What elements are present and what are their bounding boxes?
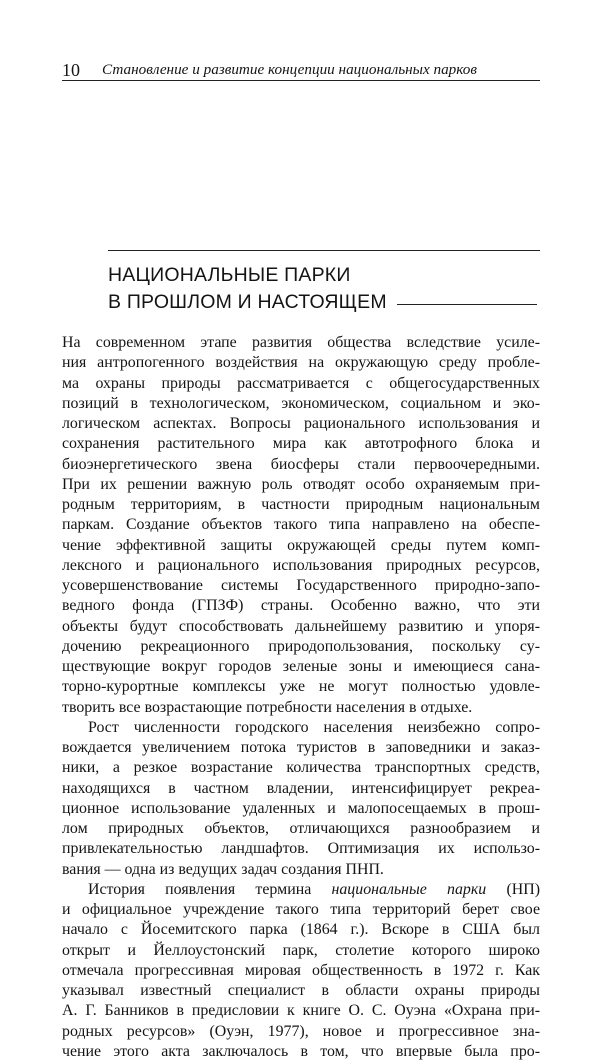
heading-line-1 — [108, 262, 548, 289]
paragraph-2-line-3: ники, а резкое возрастание количества транспортных средств, — [62, 759, 540, 777]
paragraph-1-line-7: биоэнергетического звена биосферы стали первоочередными. — [62, 455, 540, 473]
heading-tail-rule — [397, 304, 537, 305]
paragraph-3-line-8: родных ресурсов» (Оуэн, 1977), новое и прогрессивное зна- — [62, 1022, 540, 1040]
running-head — [62, 58, 540, 81]
paragraph-1-line-16: дочению рекреационного природопользования, поскольку су- — [62, 637, 540, 655]
paragraph-1-line-2: ния антропогенного воздействия на окружающую среду пробле- — [62, 354, 540, 372]
paragraph-3-line-4: открыт и Йеллоустонский парк, столетие которого широко — [62, 941, 540, 959]
paragraph-3-line-3: начало с Йосемитского парка (1864 г.). Вскоре в США был — [62, 921, 540, 939]
body-text — [62, 333, 540, 1062]
paragraph-1-line-4: позиций в технологическом, экономическом, социальном и эко- — [62, 394, 540, 412]
paragraph-1-line-3: ма охраны природы рассматривается с общегосударственных — [62, 374, 540, 392]
paragraph-1-line-18: торно-курортные комплексы уже не могут полностью удовле- — [62, 678, 540, 696]
paragraph-3-line-7: А. Г. Банников в предисловии к книге О. С. Оуэна «Охрана при- — [62, 1002, 540, 1020]
paragraph-1-line-19: творить все возрастающие потребности населения в отдыхе. — [62, 698, 473, 716]
paragraph-1-line-15: объекты будут способствовать дальнейшему развитию и упоря- — [62, 617, 540, 635]
paragraph-3-line-2: и официальное учреждение такого типа территорий берет свое — [62, 901, 540, 918]
paragraph-1-line-6: сохранения растительного мира как автотрофного блока и — [62, 435, 540, 453]
paragraph-1-line-10: паркам. Создание объектов такого типа направлено на обеспе- — [62, 516, 540, 534]
term-national-parks: национальные парки — [331, 880, 487, 898]
paragraph-1-line-12: лексного и рационального использования природных ресурсов, — [62, 556, 540, 574]
paragraph-3-line-1-before: История появления термина — [88, 880, 332, 898]
page-number: 10 — [62, 60, 80, 80]
paragraph-1-line-13: усовершенствование системы Государственного природно-запо- — [62, 577, 540, 594]
paragraph-1-line-1: На современном этапе развития общества вследствие усиле- — [62, 334, 540, 351]
section-heading — [108, 262, 548, 316]
paragraph-1-line-8: При их решении важную роль отводят особо охраняемым при- — [62, 475, 540, 493]
paragraph-3-line-1-after: (НП) — [486, 880, 540, 898]
running-title: Становление и развитие концепции национальных парков — [102, 61, 477, 78]
heading-text-2: В ПРОШЛОМ И НАСТОЯЩЕМ — [108, 291, 387, 313]
paragraph-2-line-6: лом природных объектов, отличающихся разнообразием и — [62, 820, 540, 837]
paragraph-2-line-7: привлекательностью ландшафтов. Оптимизация их использо- — [62, 840, 540, 858]
heading-line-2 — [108, 289, 548, 316]
paragraph-1-line-14: ведного фонда (ГПЗФ) страны. Особенно важно, что эти — [62, 597, 540, 615]
paragraph-2-line-8: вания — одна из ведущих задач создания ПНП. — [62, 860, 384, 878]
paragraph-3-line-9: чение этого акта заключалось в том, что впервые была про- — [62, 1042, 540, 1060]
paragraph-3-line-1 — [62, 880, 540, 900]
paragraph-2-line-2: вождается увеличением потока туристов в заповедники и заказ- — [62, 739, 540, 756]
paragraph-1-line-5: логическом аспектах. Вопросы рационального использования и — [62, 415, 540, 432]
paragraph-2-line-1: Рост численности городского населения неизбежно сопро- — [88, 718, 540, 736]
heading-text-1: НАЦИОНАЛЬНЫЕ ПАРКИ — [108, 264, 351, 286]
section-top-rule — [108, 250, 540, 251]
paragraph-3-line-6: указывал известный специалист в области охраны природы — [62, 982, 540, 999]
paragraph-2-line-4: находящихся в частном владении, интенсифицирует рекреа- — [62, 779, 540, 797]
paragraph-1-line-17: ществующие вокруг городов зеленые зоны и имеющиеся сана- — [62, 658, 540, 675]
paragraph-2-line-5: ционное использование удаленных и малопосещаемых в прош- — [62, 799, 540, 817]
paragraph-1-line-11: чение эффективной защиты окружающей среды путем комп- — [62, 536, 540, 554]
paragraph-1-line-9: родным территориям, в частности природным национальным — [62, 496, 540, 513]
paragraph-3-line-5: отмечала прогрессивная мировая общественность в 1972 г. Как — [62, 961, 540, 979]
